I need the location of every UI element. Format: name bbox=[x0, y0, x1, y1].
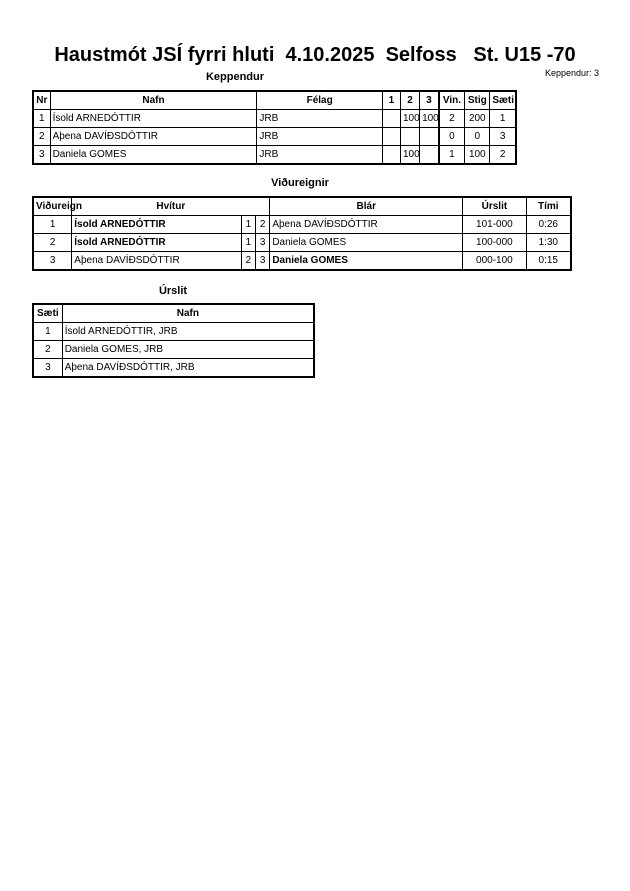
table-row bbox=[33, 252, 571, 271]
cell-result: 101-000 bbox=[463, 216, 526, 234]
results-table bbox=[32, 303, 315, 378]
cell-place: 3 bbox=[33, 359, 62, 378]
cell-blue-nr: 3 bbox=[256, 234, 270, 252]
cell-name: Ísold ARNEDÓTTIR, JRB bbox=[62, 323, 314, 341]
cell-name: Ísold ARNEDÓTTIR bbox=[50, 110, 257, 128]
col-white: Hvítur bbox=[72, 197, 270, 216]
col-club: Félag bbox=[257, 91, 383, 110]
cell-blue-nr: 3 bbox=[256, 252, 270, 271]
col-place: Sæti bbox=[33, 304, 62, 323]
col-blue: Blár bbox=[270, 197, 463, 216]
table-row bbox=[33, 146, 516, 165]
cell-round-3 bbox=[420, 128, 439, 146]
cell-white-nr: 1 bbox=[241, 234, 255, 252]
cell-nr: 3 bbox=[33, 146, 50, 165]
competitors-count: Keppendur: 3 bbox=[544, 68, 599, 78]
col-nr: Nr bbox=[33, 91, 50, 110]
cell-place: 1 bbox=[33, 323, 62, 341]
cell-round-1 bbox=[382, 128, 400, 146]
table-row bbox=[33, 341, 314, 359]
cell-blue: Daniela GOMES bbox=[270, 252, 463, 271]
cell-club: JRB bbox=[257, 110, 383, 128]
col-round-2: 2 bbox=[400, 91, 419, 110]
cell-round-2: 100 bbox=[400, 146, 419, 165]
cell-white-nr: 1 bbox=[241, 216, 255, 234]
cell-white: Ísold ARNEDÓTTIR bbox=[72, 234, 241, 252]
col-time: Tími bbox=[526, 197, 571, 216]
matches-section-title: Viðureignir bbox=[271, 177, 329, 189]
table-row bbox=[33, 323, 314, 341]
competitors-header-row bbox=[33, 91, 516, 110]
cell-blue: Aþena DAVÍÐSDÓTTIR bbox=[270, 216, 463, 234]
cell-time: 0:26 bbox=[526, 216, 571, 234]
cell-white-nr: 2 bbox=[241, 252, 255, 271]
cell-place: 2 bbox=[33, 341, 62, 359]
table-row bbox=[33, 234, 571, 252]
cell-wins: 0 bbox=[439, 128, 465, 146]
col-wins: Vin. bbox=[439, 91, 465, 110]
cell-round-3: 100 bbox=[420, 110, 439, 128]
results-section-title: Úrslit bbox=[158, 285, 188, 297]
cell-points: 0 bbox=[465, 128, 490, 146]
cell-result: 000-100 bbox=[463, 252, 526, 271]
cell-place: 2 bbox=[490, 146, 516, 165]
cell-place: 3 bbox=[490, 128, 516, 146]
cell-match-no: 3 bbox=[33, 252, 72, 271]
matches-header-row bbox=[33, 197, 571, 216]
cell-name: Daniela GOMES bbox=[50, 146, 257, 165]
col-points: Stig bbox=[465, 91, 490, 110]
competitors-table bbox=[32, 90, 517, 165]
cell-name: Aþena DAVÍÐSDÓTTIR bbox=[50, 128, 257, 146]
cell-round-3 bbox=[420, 146, 439, 165]
cell-nr: 2 bbox=[33, 128, 50, 146]
table-row bbox=[33, 216, 571, 234]
cell-name: Aþena DAVÍÐSDÓTTIR, JRB bbox=[62, 359, 314, 378]
results-header-row bbox=[33, 304, 314, 323]
cell-match-no: 1 bbox=[33, 216, 72, 234]
competitors-section-title: Keppendur bbox=[205, 71, 265, 83]
cell-match-no: 2 bbox=[33, 234, 72, 252]
col-name: Nafn bbox=[62, 304, 314, 323]
cell-time: 0:15 bbox=[526, 252, 571, 271]
cell-place: 1 bbox=[490, 110, 516, 128]
col-match: Viðureign bbox=[33, 197, 72, 216]
col-name: Nafn bbox=[50, 91, 257, 110]
col-round-1: 1 bbox=[382, 91, 400, 110]
cell-round-1 bbox=[382, 146, 400, 165]
cell-points: 100 bbox=[465, 146, 490, 165]
cell-name: Daniela GOMES, JRB bbox=[62, 341, 314, 359]
cell-result: 100-000 bbox=[463, 234, 526, 252]
cell-round-1 bbox=[382, 110, 400, 128]
cell-round-2: 100 bbox=[400, 110, 419, 128]
cell-wins: 1 bbox=[439, 146, 465, 165]
cell-points: 200 bbox=[465, 110, 490, 128]
col-round-3: 3 bbox=[420, 91, 439, 110]
table-row bbox=[33, 128, 516, 146]
table-row bbox=[33, 359, 314, 378]
cell-time: 1:30 bbox=[526, 234, 571, 252]
cell-white: Aþena DAVÍÐSDÓTTIR bbox=[72, 252, 241, 271]
cell-blue-nr: 2 bbox=[256, 216, 270, 234]
cell-club: JRB bbox=[257, 128, 383, 146]
matches-table bbox=[32, 196, 572, 271]
page-title: Haustmót JSÍ fyrri hluti 4.10.2025 Selfoss St. U15 -70 bbox=[54, 44, 576, 66]
cell-nr: 1 bbox=[33, 110, 50, 128]
cell-round-2 bbox=[400, 128, 419, 146]
table-row bbox=[33, 110, 516, 128]
col-place: Sæti bbox=[490, 91, 516, 110]
col-result: Úrslit bbox=[463, 197, 526, 216]
cell-wins: 2 bbox=[439, 110, 465, 128]
cell-blue: Daniela GOMES bbox=[270, 234, 463, 252]
cell-white: Ísold ARNEDÓTTIR bbox=[72, 216, 241, 234]
cell-club: JRB bbox=[257, 146, 383, 165]
